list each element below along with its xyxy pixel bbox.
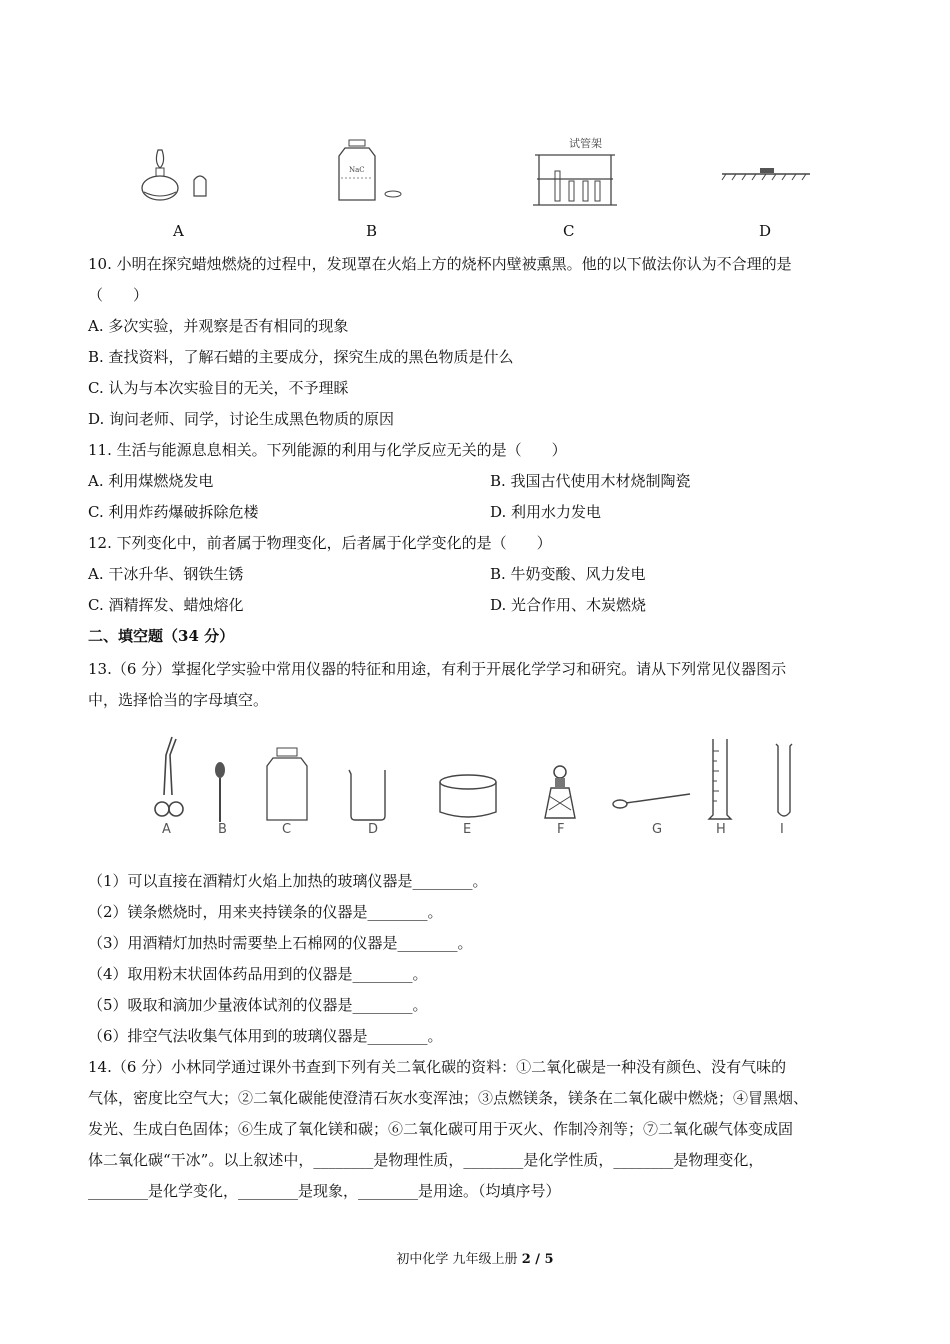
q14-line-5: ________是化学变化，________是现象，________是用途。（均填序号） <box>88 1182 561 1200</box>
trough-figure <box>437 772 499 822</box>
tongs-figure <box>150 735 190 825</box>
q13-item-1: （1）可以直接在酒精灯火焰上加热的玻璃仪器是________。 <box>88 872 488 890</box>
q12-option-a: A. 干冰升华、钢铁生锈 <box>88 565 244 583</box>
q11-option-c: C. 利用炸药爆破拆除危楼 <box>88 503 259 521</box>
figure-label-d: D <box>759 222 772 240</box>
instrument-label-h: H <box>716 822 726 837</box>
q14-line-2: 气体，密度比空气大；②二氧化碳能使澄清石灰水变浑浊；③点燃镁条，镁条在二氧化碳中燃烧；④冒黑烟、 <box>88 1089 809 1107</box>
svg-text:NaC: NaC <box>349 166 365 174</box>
q11-option-a: A. 利用煤燃烧发电 <box>88 472 214 490</box>
figure-label-a: A <box>173 222 184 240</box>
page-footer <box>0 1248 950 1267</box>
q10-option-b: B. 查找资料，了解石蜡的主要成分，探究生成的黑色物质是什么 <box>88 348 514 366</box>
ground-stick-figure <box>720 160 815 190</box>
figure-label-c: C <box>563 222 575 240</box>
q13-item-4: （4）取用粉末状固体药品用到的仪器是________。 <box>88 965 428 983</box>
figure-label-b: B <box>366 222 378 240</box>
q13-item-5: （5）吸取和滴加少量液体试剂的仪器是________。 <box>88 996 428 1014</box>
footer-text: 初中化学 九年级上册 <box>396 1252 522 1267</box>
instrument-label-c: C <box>282 822 292 837</box>
instrument-label-i: I <box>780 822 784 837</box>
rack-caption: 试管架 <box>569 137 602 150</box>
q14-line-1: 14.（6 分）小林同学通过课外书查到下列有关二氧化碳的资料：①二氧化碳是一种没有颜色、没有气味的 <box>88 1058 787 1076</box>
q14-line-4: 体二氧化碳“干冰”。以上叙述中，________是物理性质，________是化学性质，________是物理变化， <box>88 1151 764 1169</box>
q11-stem: 11. 生活与能源息息相关。下列能源的利用与化学反应无关的是（ ） <box>88 441 567 459</box>
q11-option-d: D. 利用水力发电 <box>490 503 602 521</box>
q12-option-c: C. 酒精挥发、蜡烛熔化 <box>88 596 244 614</box>
q10-stem: 10. 小明在探究蜡烛燃烧的过程中，发现罩在火焰上方的烧杯内壁被熏黑。他的以下做法你认为不合理的是 <box>88 255 792 273</box>
test-tube-rack-figure <box>525 135 625 210</box>
q10-answer-paren: （ ） <box>88 286 149 304</box>
instrument-label-e: E <box>463 822 472 837</box>
q10-option-d: D. 询问老师、同学，讨论生成黑色物质的原因 <box>88 410 395 428</box>
q12-stem: 12. 下列变化中，前者属于物理变化，后者属于化学变化的是（ ） <box>88 534 552 552</box>
dropper-figure <box>208 760 232 825</box>
page-number: 2 / 5 <box>521 1252 554 1267</box>
instrument-label-f: F <box>557 822 565 837</box>
instrument-label-b: B <box>218 822 227 837</box>
q13-stem-line2: 中，选择恰当的字母填空。 <box>88 691 269 709</box>
graduated-cylinder-figure <box>705 737 735 823</box>
wide-mouth-bottle-figure <box>265 746 310 824</box>
instrument-label-a: A <box>162 822 171 837</box>
beaker-figure <box>345 766 390 822</box>
q13-item-2: （2）镁条燃烧时，用来夹持镁条的仪器是________。 <box>88 903 443 921</box>
spatula-figure <box>612 790 692 812</box>
lamp-stand-figure <box>535 762 585 822</box>
q12-option-d: D. 光合作用、木炭燃烧 <box>490 596 647 614</box>
q14-line-3: 发光、生成白色固体；⑥生成了氧化镁和碳；⑥二氧化碳可用于灭火、作制冷剂等；⑦二氧化碳气体变成固 <box>88 1120 794 1138</box>
q13-item-6: （6）排空气法收集气体用到的玻璃仪器是________。 <box>88 1027 443 1045</box>
q12-option-b: B. 牛奶变酸、风力发电 <box>490 565 646 583</box>
instrument-label-g: G <box>652 822 663 837</box>
q11-option-b: B. 我国古代使用木材烧制陶瓷 <box>490 472 691 490</box>
instrument-label-d: D <box>368 822 379 837</box>
q10-option-c: C. 认为与本次实验目的无关，不予理睬 <box>88 379 349 397</box>
test-tube-figure <box>770 742 798 822</box>
alcohol-lamp-figure <box>130 140 220 210</box>
q13-stem-line1: 13.（6 分）掌握化学实验中常用仪器的特征和用途，有利于开展化学学习和研究。请从下列常见仪器图示 <box>88 660 787 678</box>
q10-option-a: A. 多次实验，并观察是否有相同的现象 <box>88 317 349 335</box>
gas-bottle-figure <box>335 138 415 210</box>
section-title: 二、填空题（34 分） <box>88 627 235 645</box>
q13-item-3: （3）用酒精灯加热时需要垫上石棉网的仪器是________。 <box>88 934 473 952</box>
